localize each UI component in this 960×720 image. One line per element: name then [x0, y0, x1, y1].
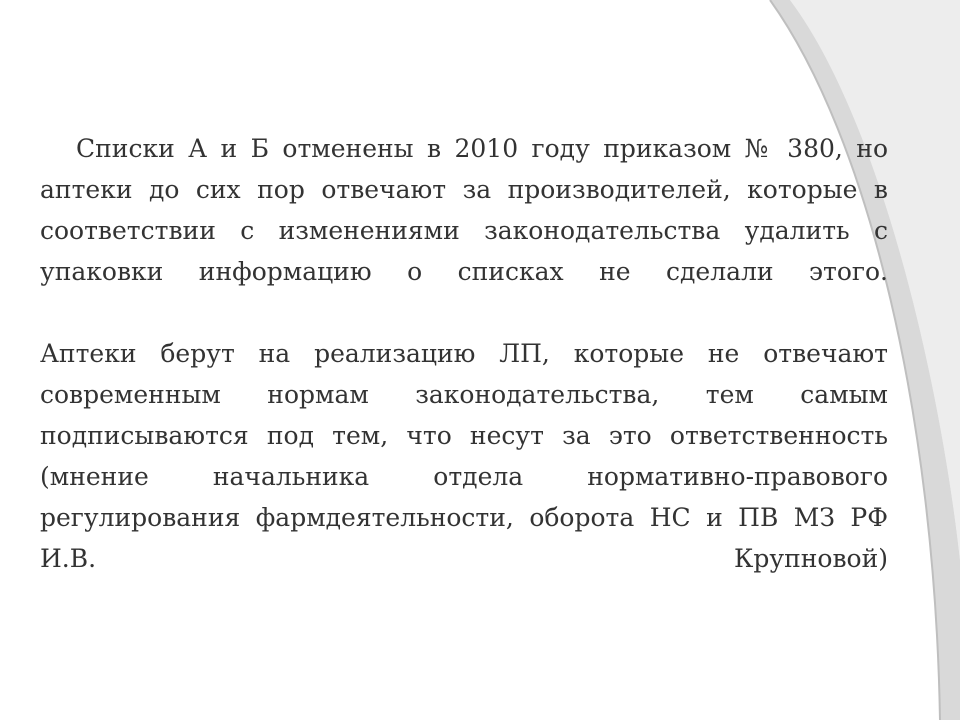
- text-line: Аптеки берут на реализацию ЛП, которые не отвечают: [40, 339, 888, 368]
- initials: И.В.: [40, 544, 97, 573]
- text-line: Списки А и Б отменены в 2010 году приказом № 380, но: [76, 134, 888, 163]
- text-line: упаковки информацию о списках не сделали этого.: [40, 257, 888, 286]
- paragraph-lists-cancelled: [40, 128, 888, 292]
- text-line: соответствии с изменениями законодательства удалить с: [40, 216, 888, 245]
- slide-text: [40, 128, 888, 579]
- paragraph-spacer: [40, 292, 888, 333]
- text-line: регулирования фармдеятельности, оборота НС и ПВ МЗ РФ: [40, 503, 888, 532]
- text-line-signature: [40, 538, 888, 579]
- surname: Крупновой): [734, 544, 888, 573]
- paragraph-pharmacies-responsibility: [40, 333, 888, 579]
- text-line: (мнение начальника отдела нормативно-правового: [40, 462, 888, 491]
- text-line: аптеки до сих пор отвечают за производителей, которые в: [40, 175, 888, 204]
- text-line: подписываются под тем, что несут за это ответственность: [40, 421, 888, 450]
- text-line: современным нормам законодательства, тем самым: [40, 380, 888, 409]
